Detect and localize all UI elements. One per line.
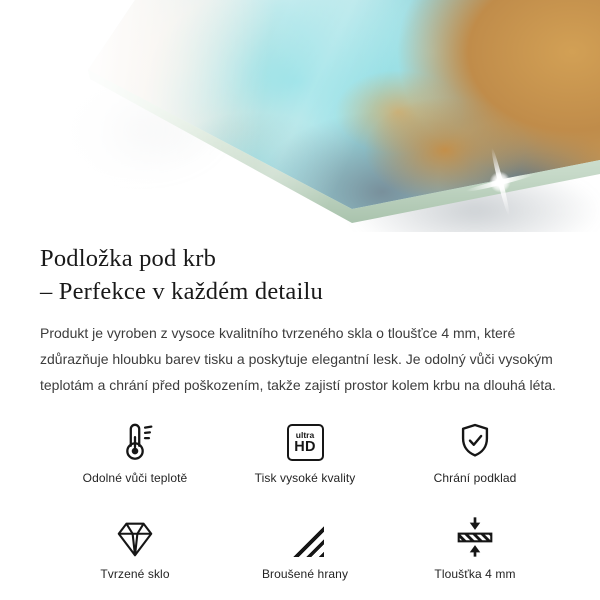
- feature-label: Chrání podklad: [433, 471, 517, 485]
- thickness-icon: [452, 514, 498, 560]
- product-description: Produkt je vyroben z vysoce kvalitního tvrzeného skla o tloušťce 4 mm, které zdůrazňuje hloubku barev tisku a poskytuje elegantní lesk. Je odolný vůči vysokým teplotám a chrání před poškozením, takže zajistí prostor kolem krbu na dlouhá léta.: [40, 325, 556, 393]
- feature-thickness: [390, 514, 560, 581]
- page-title-line2: – Perfekce v každém detailu: [40, 278, 323, 305]
- product-description-section: [0, 232, 600, 581]
- feature-tempered-glass: [50, 514, 220, 581]
- shield-check-icon: [453, 418, 497, 464]
- feature-label: Tvrzené sklo: [100, 567, 170, 581]
- feature-label: Tloušťka 4 mm: [434, 567, 516, 581]
- feature-protects-floor: [390, 418, 560, 485]
- feature-heat-resistant: [50, 418, 220, 485]
- page-title-line1: Podložka pod krb: [40, 245, 217, 272]
- feature-print-quality: [220, 418, 390, 485]
- ultra-hd-text-bottom: HD: [294, 438, 316, 455]
- page-title: [40, 242, 570, 308]
- hero-product-image: [0, 0, 600, 232]
- feature-label: Tisk vysoké kvality: [254, 471, 356, 485]
- ultra-hd-text-top: ultra: [295, 429, 315, 440]
- thermometer-icon: [112, 418, 158, 464]
- beveled-edges-icon: [286, 514, 324, 560]
- feature-ground-edges: [220, 514, 390, 581]
- features-grid: [40, 418, 570, 581]
- ultra-hd-icon: [287, 418, 324, 464]
- diamond-icon: [112, 514, 158, 560]
- feature-label: Odolné vůči teplotě: [82, 471, 188, 485]
- feature-label: Broušené hrany: [261, 567, 349, 581]
